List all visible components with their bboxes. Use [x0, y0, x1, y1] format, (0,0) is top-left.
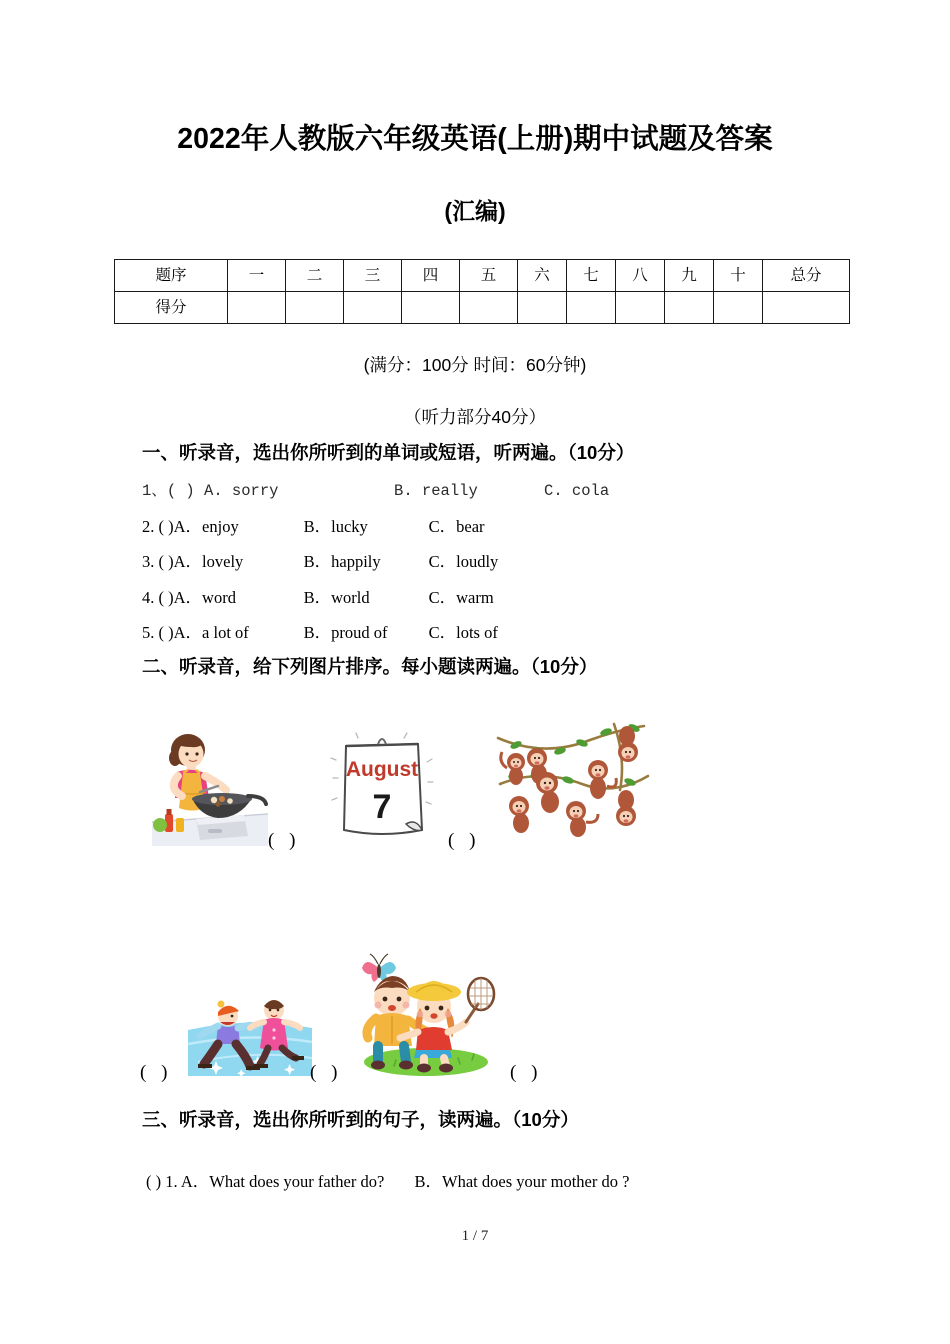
table-cell-score-total[interactable] [763, 292, 850, 324]
option-b[interactable]: B．proud of [303, 623, 388, 642]
item-number: 1、 [142, 482, 167, 500]
choice-row-5 [142, 619, 842, 643]
answer-blank-pic-5[interactable]: ( ) [510, 1062, 543, 1083]
table-cell-q8: 八 [616, 260, 665, 292]
answer-blank-pic-2[interactable]: ( ) [448, 830, 481, 851]
option-a[interactable]: A．lovely [173, 552, 244, 571]
option-a[interactable]: A．a lot of [173, 623, 249, 642]
table-cell-score-10[interactable] [714, 292, 763, 324]
answer-blank-pic-4[interactable]: ( ) [310, 1062, 343, 1083]
table-cell-score-3[interactable] [344, 292, 402, 324]
item-number: 5. [142, 623, 155, 642]
option-c[interactable]: C. cola [544, 482, 610, 500]
monkeys-on-vines-illustration [494, 718, 652, 840]
answer-bracket[interactable]: ( ) [158, 517, 174, 536]
listening-sentence-question-1 [146, 1168, 629, 1192]
table-cell-score-7[interactable] [567, 292, 616, 324]
table-cell-q3: 三 [344, 260, 402, 292]
section-heading-3: 三、听录音，选出你所听到的句子，读两遍。（10分） [142, 1109, 579, 1130]
item-number: 3. [142, 552, 155, 571]
calendar-month-label: August [345, 758, 419, 781]
option-b[interactable]: B．What does your mother do ? [414, 1172, 630, 1191]
listening-part-line: （听力部分40分） [404, 407, 546, 427]
ice-skating-illustration [188, 978, 312, 1076]
answer-bracket[interactable]: ( ) [166, 482, 195, 500]
item-number: 4. [142, 588, 155, 607]
score-table [114, 259, 850, 324]
option-a[interactable]: A. sorry [204, 482, 279, 500]
section-heading-2: 二、听录音，给下列图片排序。每小题读两遍。（10分） [142, 656, 598, 677]
table-cell-score-9[interactable] [665, 292, 714, 324]
answer-blank-pic-3[interactable]: ( ) [140, 1062, 173, 1083]
answer-bracket[interactable]: ( ) [158, 623, 174, 642]
table-cell-row-label: 题序 [115, 260, 228, 292]
item-number: 1. [165, 1172, 178, 1191]
option-a[interactable]: A．enjoy [173, 517, 239, 536]
option-a[interactable]: A．What does your father do? [180, 1172, 385, 1191]
table-cell-q7: 七 [567, 260, 616, 292]
answer-bracket[interactable]: ( ) [146, 1172, 162, 1191]
full-mark-line: (满分：100分 时间：60分钟) [363, 355, 587, 375]
answer-bracket[interactable]: ( ) [158, 552, 174, 571]
calendar-day-label: 7 [372, 788, 392, 826]
table-cell-total: 总分 [763, 260, 850, 292]
table-cell-score-label: 得分 [115, 292, 228, 324]
section-heading-1: 一、听录音，选出你所听到的单词或短语，听两遍。（10分） [142, 442, 635, 463]
choice-row-4 [142, 584, 842, 608]
children-catching-butterfly-illustration [348, 946, 496, 1076]
answer-blank-pic-1[interactable]: ( ) [268, 830, 301, 851]
table-cell-score-4[interactable] [402, 292, 460, 324]
table-cell-score-2[interactable] [286, 292, 344, 324]
table-cell-q9: 九 [665, 260, 714, 292]
cooking-mother-illustration [148, 726, 273, 846]
option-a[interactable]: A．word [173, 588, 236, 607]
table-cell-q5: 五 [460, 260, 518, 292]
table-cell-score-8[interactable] [616, 292, 665, 324]
picture-monkeys [494, 718, 652, 840]
picture-butterfly-catching [348, 946, 496, 1076]
picture-cooking-mother [148, 726, 273, 846]
option-b[interactable]: B. really [394, 482, 478, 500]
table-row-header [115, 260, 850, 292]
choice-row-1 [142, 478, 842, 500]
table-cell-q10: 十 [714, 260, 763, 292]
table-cell-score-5[interactable] [460, 292, 518, 324]
table-cell-q2: 二 [286, 260, 344, 292]
table-cell-score-1[interactable] [228, 292, 286, 324]
table-cell-q4: 四 [402, 260, 460, 292]
option-b[interactable]: B．happily [303, 552, 381, 571]
table-cell-q6: 六 [518, 260, 567, 292]
page-subtitle: (汇编) [444, 198, 506, 224]
table-cell-q1: 一 [228, 260, 286, 292]
option-c[interactable]: C．loudly [428, 552, 499, 571]
table-row-scores [115, 292, 850, 324]
table-cell-score-6[interactable] [518, 292, 567, 324]
item-number: 2. [142, 517, 155, 536]
answer-bracket[interactable]: ( ) [158, 588, 174, 607]
option-c[interactable]: C．warm [428, 588, 494, 607]
option-c[interactable]: C．bear [428, 517, 485, 536]
option-b[interactable]: B．lucky [303, 517, 368, 536]
option-c[interactable]: C．lots of [428, 623, 498, 642]
picture-calendar [328, 732, 436, 844]
option-b[interactable]: B．world [303, 588, 370, 607]
choice-row-2 [142, 513, 842, 537]
page-footer: 1 / 7 [461, 1228, 489, 1244]
picture-ice-skating [188, 978, 312, 1076]
calendar-illustration [328, 732, 436, 844]
page-title: 2022年人教版六年级英语(上册)期中试题及答案 [177, 123, 773, 155]
choice-row-3 [142, 548, 842, 572]
